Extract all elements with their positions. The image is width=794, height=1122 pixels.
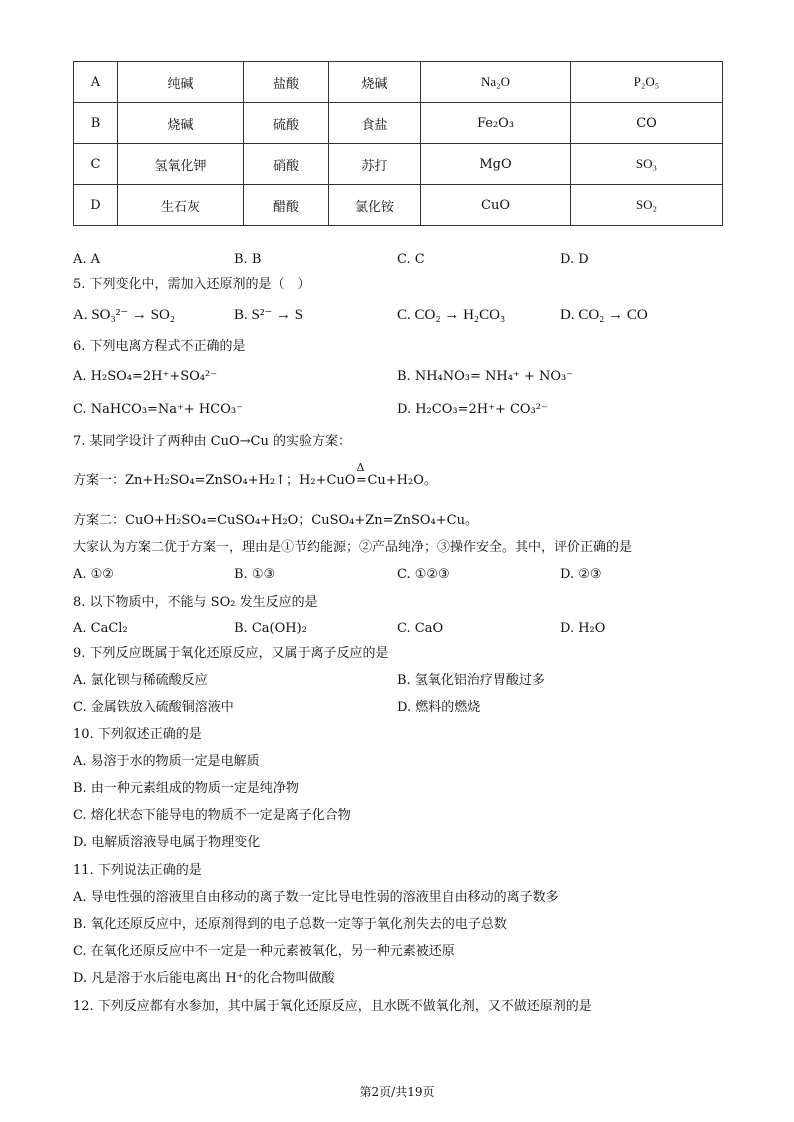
equals-symbol: = <box>356 473 367 488</box>
q9-option-a: A. 氯化钡与稀硫酸反应 <box>73 673 208 688</box>
table-row <box>74 185 723 226</box>
table-cell: SO₃ <box>571 144 723 185</box>
q9-option-c: C. 金属铁放入硫酸铜溶液中 <box>73 700 234 715</box>
q7-option-d: D. ②③ <box>560 567 602 582</box>
q9-stem: 9. 下列反应既属于氧化还原反应，又属于离子反应的是 <box>73 646 389 661</box>
q10-option-b: B. 由一种元素组成的物质一定是纯净物 <box>73 781 299 796</box>
table-cell: 食盐 <box>329 103 421 144</box>
table-cell: Na₂O <box>421 62 571 103</box>
table-cell: 烧碱 <box>329 62 421 103</box>
q7-comment: 大家认为方案二优于方案一，理由是①节约能源；②产品纯净；③操作安全。其中，评价正确的是 <box>73 540 633 555</box>
table-cell: CuO <box>421 185 571 226</box>
q6-option-b: B. NH₄NO₃= NH₄⁺ + NO₃⁻ <box>397 369 574 384</box>
table-cell: P₂O₅ <box>571 62 723 103</box>
q4-option-d: D. D <box>560 252 589 267</box>
q8-option-c: C. CaO <box>397 621 444 636</box>
q6-option-c: C. NaHCO₃=Na⁺+ HCO₃⁻ <box>73 402 243 417</box>
table-row <box>74 144 723 185</box>
table-cell: 醋酸 <box>244 185 329 226</box>
table-cell: MgO <box>421 144 571 185</box>
table-cell: C <box>74 144 118 185</box>
q7-option-b: B. ①③ <box>234 567 276 582</box>
table-cell: 盐酸 <box>244 62 329 103</box>
q6-option-d: D. H₂CO₃=2H⁺+ CO₃²⁻ <box>397 402 548 417</box>
options-table <box>73 61 723 226</box>
q6-stem: 6. 下列电离方程式不正确的是 <box>73 339 246 354</box>
q7-plan-one-part1: 方案一：Zn+H₂SO₄=ZnSO₄+H₂↑；H₂+CuO <box>73 473 356 488</box>
q9-option-b: B. 氢氧化铝治疗胃酸过多 <box>397 673 545 688</box>
q7-plan-one-part2: Cu+H₂O。 <box>367 473 437 488</box>
q7-stem: 7. 某同学设计了两种由 CuO→Cu 的实验方案： <box>73 434 351 449</box>
q11-option-a: A. 导电性强的溶液里自由移动的离子数一定比导电性弱的溶液里自由移动的离子数多 <box>73 890 559 905</box>
q7-option-a: A. ①② <box>73 567 114 582</box>
q5-option-a: A. SO₃²⁻ → SO₂ <box>73 307 176 323</box>
q5-option-c: C. CO₂ → H₂CO₃ <box>397 307 506 323</box>
table-cell: D <box>74 185 118 226</box>
table-cell: 硝酸 <box>244 144 329 185</box>
q5-option-b: B. S²⁻ → S <box>234 307 304 323</box>
q12-stem: 12. 下列反应都有水参加，其中属于氧化还原反应，且水既不做氧化剂，又不做还原剂的是 <box>73 999 592 1014</box>
table-cell: 纯碱 <box>118 62 244 103</box>
table-cell: 苏打 <box>329 144 421 185</box>
q11-stem: 11. 下列说法正确的是 <box>73 863 202 878</box>
table-cell: 烧碱 <box>118 103 244 144</box>
q7-plan-one <box>73 461 437 490</box>
q10-option-d: D. 电解质溶液导电属于物理变化 <box>73 835 261 850</box>
q5-stem: 5. 下列变化中，需加入还原剂的是（ ） <box>73 277 311 292</box>
q4-option-c: C. C <box>397 252 425 267</box>
q5-option-d: D. CO₂ → CO <box>560 307 648 323</box>
q11-option-c: C. 在氧化还原反应中不一定是一种元素被氧化，另一种元素被还原 <box>73 944 455 959</box>
heat-equals-symbol <box>355 461 367 490</box>
table-row <box>74 103 723 144</box>
q7-option-c: C. ①②③ <box>397 567 450 582</box>
heat-symbol: Δ <box>356 461 365 474</box>
table-cell: CO <box>571 103 723 144</box>
q11-option-b: B. 氧化还原反应中，还原剂得到的电子总数一定等于氧化剂失去的电子总数 <box>73 917 507 932</box>
q8-stem: 8. 以下物质中，不能与 SO₂ 发生反应的是 <box>73 595 318 610</box>
q10-stem: 10. 下列叙述正确的是 <box>73 727 202 742</box>
table-cell: B <box>74 103 118 144</box>
q8-option-a: A. CaCl₂ <box>73 621 128 636</box>
table-cell: 硫酸 <box>244 103 329 144</box>
q11-option-d: D. 凡是溶于水后能电离出 H⁺的化合物叫做酸 <box>73 971 335 986</box>
table-cell: A <box>74 62 118 103</box>
table-cell: 氯化铵 <box>329 185 421 226</box>
q8-option-b: B. Ca(OH)₂ <box>234 621 307 636</box>
table-cell: SO₂ <box>571 185 723 226</box>
q10-option-a: A. 易溶于水的物质一定是电解质 <box>73 754 260 769</box>
q6-option-a: A. H₂SO₄=2H⁺+SO₄²⁻ <box>73 369 218 384</box>
table-cell: 生石灰 <box>118 185 244 226</box>
table-cell: 氢氧化钾 <box>118 144 244 185</box>
q7-plan-two: 方案二：CuO+H₂SO₄=CuSO₄+H₂O；CuSO₄+Zn=ZnSO₄+Cu。 <box>73 513 478 528</box>
q4-option-a: A. A <box>73 252 101 267</box>
q10-option-c: C. 熔化状态下能导电的物质不一定是离子化合物 <box>73 808 351 823</box>
q8-option-d: D. H₂O <box>560 621 606 636</box>
q4-option-b: B. B <box>234 252 262 267</box>
page-footer: 第2页/共19页 <box>359 1085 435 1099</box>
q9-option-d: D. 燃料的燃烧 <box>397 700 481 715</box>
table-cell: Fe₂O₃ <box>421 103 571 144</box>
table-row <box>74 62 723 103</box>
